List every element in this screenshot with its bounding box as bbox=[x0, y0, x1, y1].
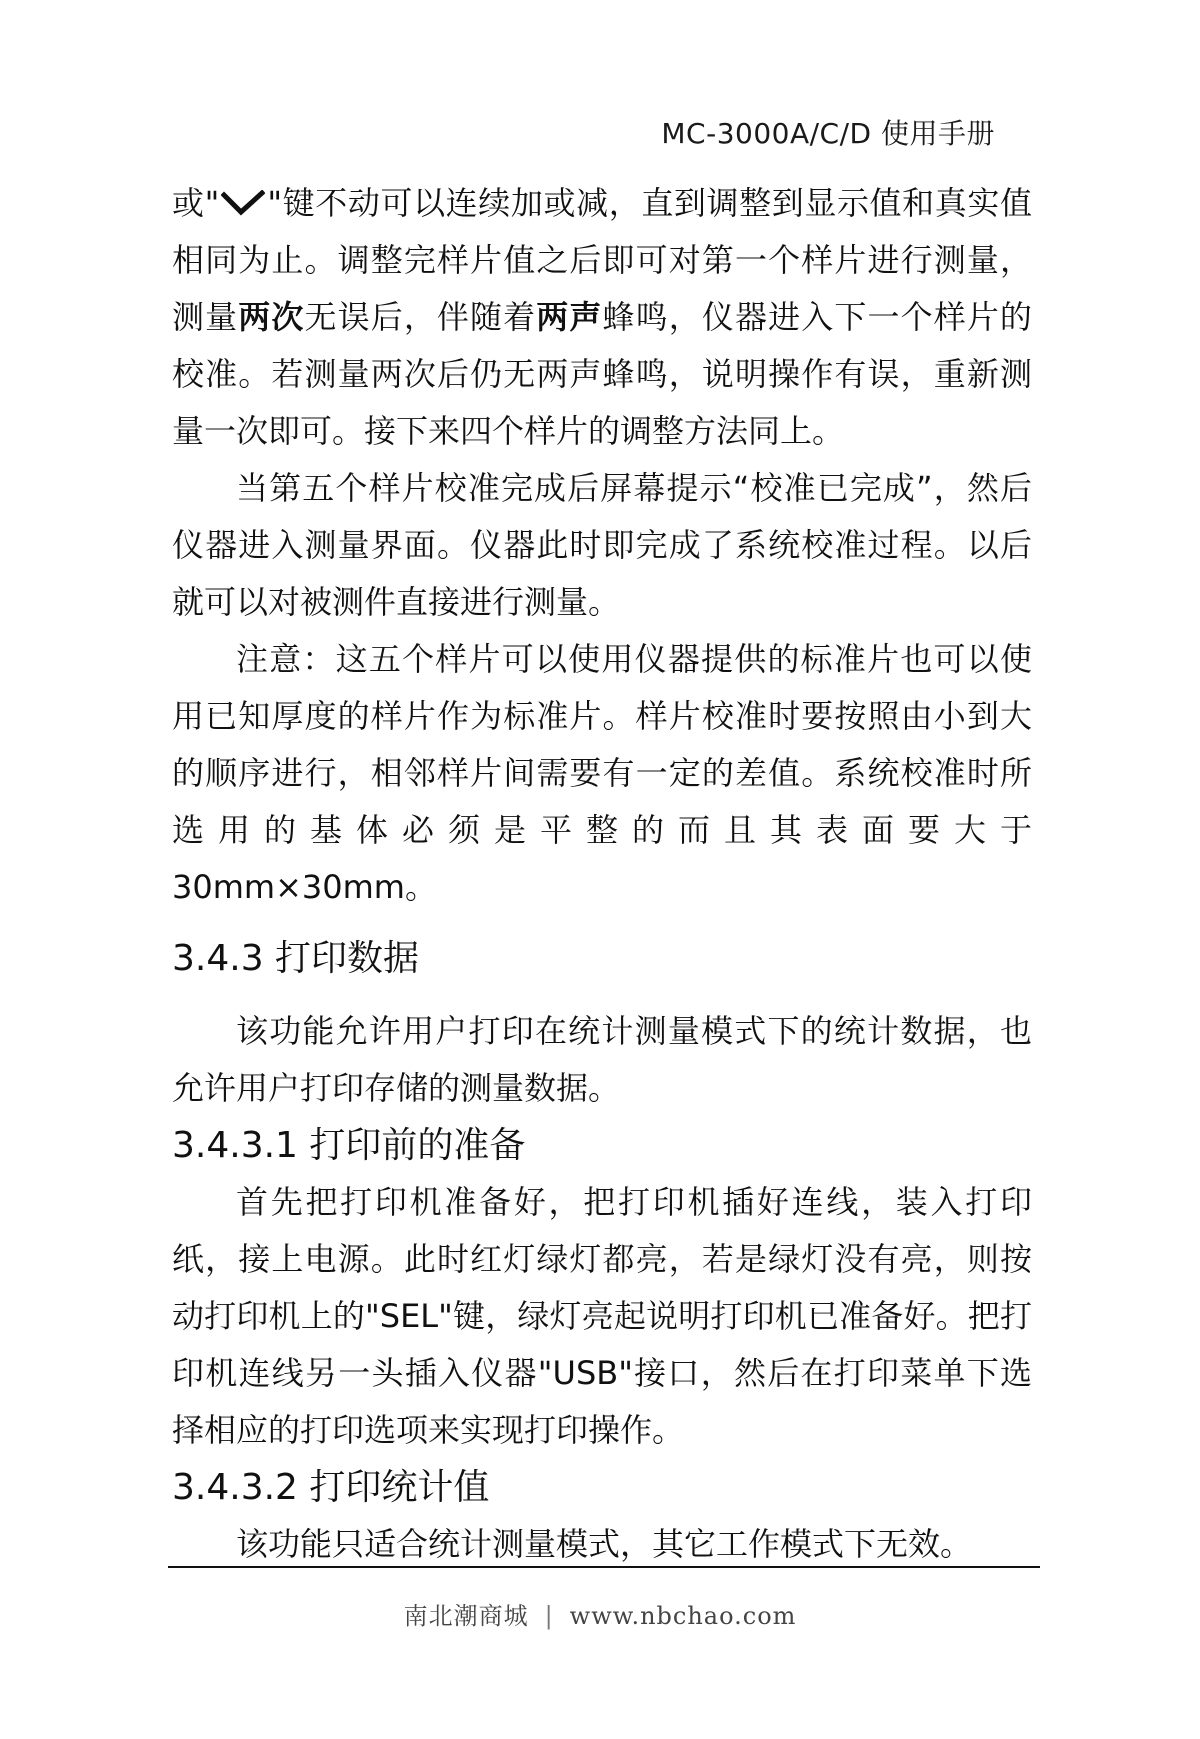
section-heading-print-statistics: 3.4.3.2 打印统计值 bbox=[172, 1467, 490, 1508]
p1-end: 蜂鸣，仪器进入下一个样片的校准。若测量两次后仍无两声蜂鸣，说明操作有误，重新测量一次即可。接下来四个样片的调整方法同上。 bbox=[172, 298, 1032, 450]
footer-url-link[interactable]: www.nbchao.com bbox=[569, 1602, 797, 1630]
p1-suffix: "键不动可以连续加或减，直到调整到显示值和真实值相同为止。调整完样片值之后即可对第一个样片进行测量，测量 bbox=[172, 184, 1032, 336]
page-footer bbox=[0, 1596, 1200, 1631]
p1-bold-two-times: 两次 bbox=[238, 298, 305, 336]
p1-bold-two-beeps: 两声 bbox=[536, 298, 603, 336]
paragraph-calibration-note: 注意：这五个样片可以使用仪器提供的标准片也可以使用已知厚度的样片作为标准片。样片校准时要按照由小到大的顺序进行，相邻样片间需要有一定的差值。系统校准时所选用的基体必须是平整的而且其表面要大于 30mm×30mm。 bbox=[172, 640, 1032, 906]
section-heading-print-preparation: 3.4.3.1 打印前的准备 bbox=[172, 1125, 526, 1166]
footer-separator: | bbox=[544, 1602, 554, 1630]
section-heading-print-data: 3.4.3 打印数据 bbox=[172, 938, 420, 979]
paragraph-calibration-complete: 当第五个样片校准完成后屏幕提示“校准已完成”，然后仪器进入测量界面。仪器此时即完成了系统校准过程。以后就可以对被测件直接进行测量。 bbox=[172, 469, 1032, 621]
paragraph-print-preparation: 首先把打印机准备好，把打印机插好连线，装入打印纸，接上电源。此时红灯绿灯都亮，若是绿灯没有亮，则按动打印机上的"SEL"键，绿灯亮起说明打印机已准备好。把打印机连线另一头插入仪器"USB"接口，然后在打印菜单下选择相应的打印选项来实现打印操作。 bbox=[172, 1183, 1032, 1449]
footer-site-name: 南北潮商城 bbox=[403, 1602, 529, 1630]
document-body bbox=[172, 175, 1032, 1573]
p1-prefix: 或" bbox=[172, 184, 220, 222]
paragraph-calibration-adjust bbox=[172, 175, 1032, 460]
paragraph-print-statistics: 该功能只适合统计测量模式，其它工作模式下无效。 bbox=[236, 1525, 973, 1563]
p1-mid: 无误后，伴随着 bbox=[304, 298, 537, 336]
paragraph-print-data: 该功能允许用户打印在统计测量模式下的统计数据，也允许用户打印存储的测量数据。 bbox=[172, 1012, 1032, 1107]
footer-divider bbox=[168, 1566, 1040, 1568]
page-header-title: MC-3000A/C/D 使用手册 bbox=[661, 117, 995, 150]
chevron-down-icon bbox=[221, 190, 265, 216]
